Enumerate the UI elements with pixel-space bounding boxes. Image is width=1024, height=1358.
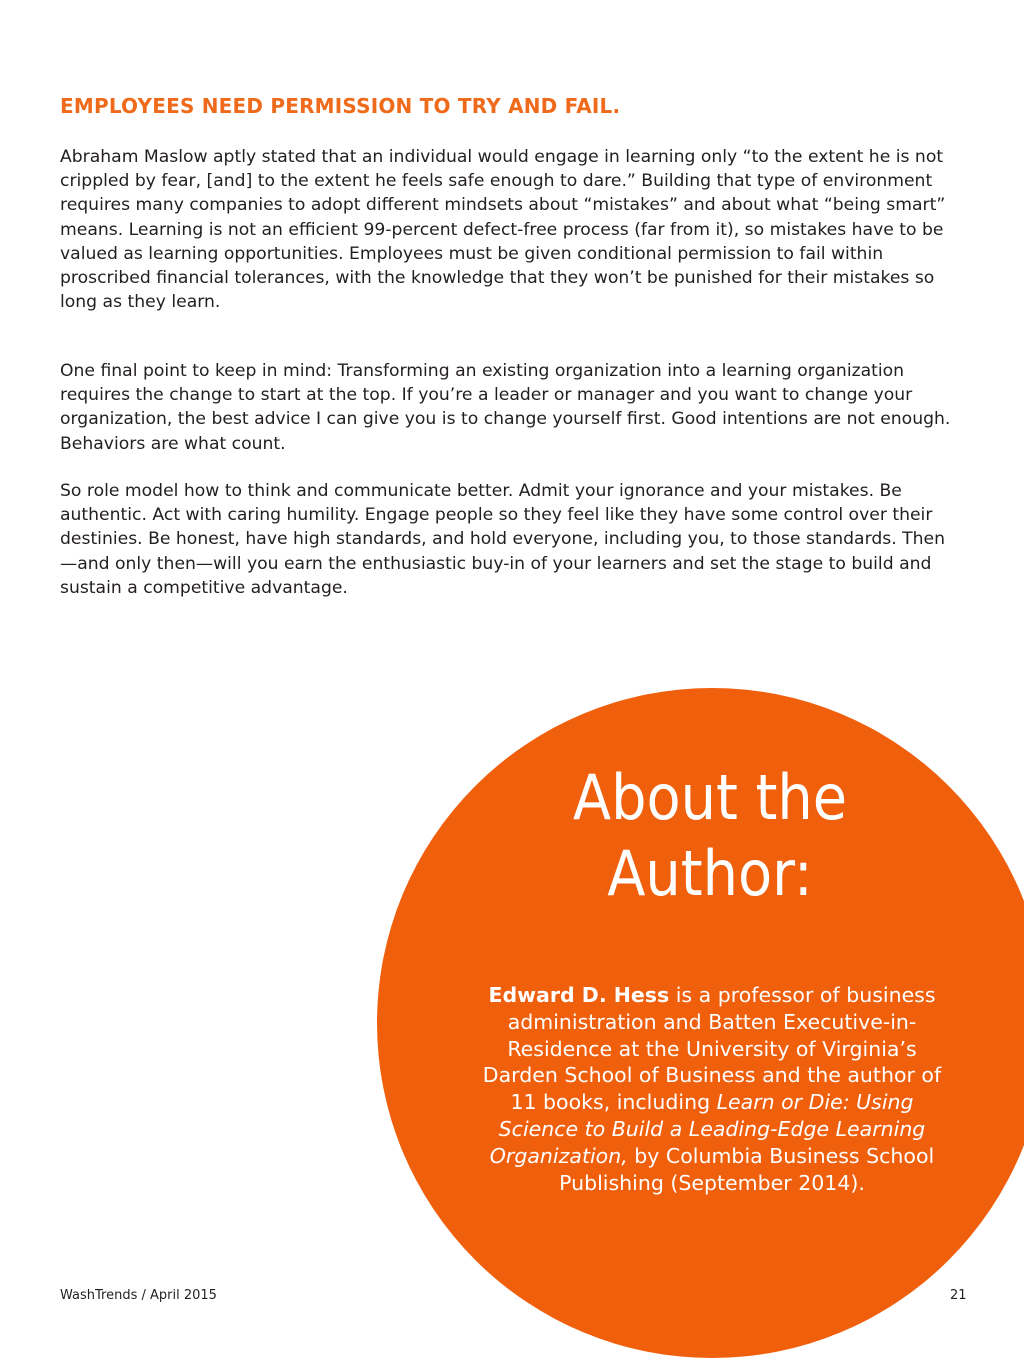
author-bio-part-2: by Columbia Business School Publishing (September 2014).: [559, 1143, 935, 1195]
book-title: Learn or Die: Using Science to Build a Leading-Edge Learning Organization,: [489, 1090, 926, 1168]
author-name: Edward D. Hess: [488, 983, 670, 1007]
author-bio-part-1: is a professor of business administration and Batten Executive-in-Residence at the University of Virginia’s Darden School of Business and the author of 11 books, including: [482, 983, 942, 1115]
page-number: 21: [950, 1288, 967, 1303]
author-bio: [472, 982, 952, 1196]
about-title-line-2: Author:: [607, 837, 813, 910]
body-paragraph-1: Abraham Maslow aptly stated that an individual would engage in learning only “to the extent he is not crippled by fear, [and] to the extent he feels safe enough to dare.” Building that type of environment requires many companies to adopt different mindsets about “mistakes” and about what “being smart” means. Learning is not an efficient 99-percent defect-free process (far from it), so mistakes have to be valued as learning opportunities. Employees must be given conditional permission to fail within proscribed financial tolerances, with the knowledge that they won’t be punished for their mistakes so long as they learn.: [60, 147, 946, 313]
body-paragraph-3: So role model how to think and communicate better. Admit your ignorance and your mistakes. Be authentic. Act with caring humility. Engage people so they feel like they have some control over their destinies. Be honest, have high standards, and hold everyone, including you, to those standards. Then—and only then—will you earn the enthusiastic buy-in of your learners and set the stage to build and sustain a competitive advantage.: [60, 481, 945, 598]
section-heading: EMPLOYEES NEED PERMISSION TO TRY AND FAIL.: [60, 94, 621, 118]
footer-publication: WashTrends / April 2015: [60, 1288, 217, 1303]
body-paragraph-2: One final point to keep in mind: Transforming an existing organization into a learning organization requires the change to start at the top. If you’re a leader or manager and you want to change your organization, the best advice I can give you is to change yourself first. Good intentions are not enough. Behaviors are what count.: [60, 361, 951, 454]
about-title-line-1: About the: [572, 761, 848, 834]
about-author-title: [500, 760, 920, 912]
